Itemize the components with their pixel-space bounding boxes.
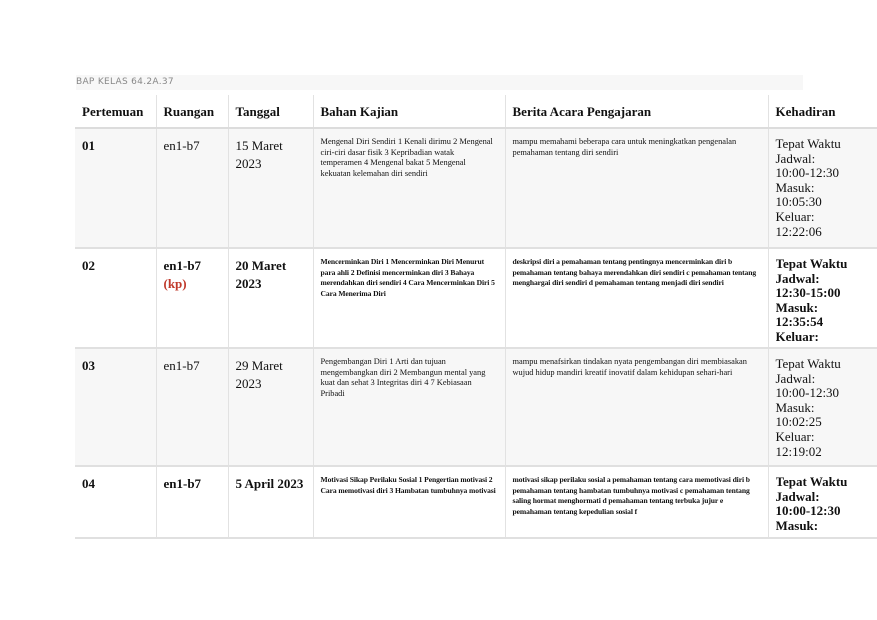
attendance-out-time: 12:19:02: [775, 443, 822, 459]
attendance-in-label: Masuk:: [775, 179, 815, 195]
attendance-status: Tepat Waktu: [775, 356, 841, 371]
attendance-schedule-label: Jadwal:: [775, 370, 816, 386]
room-cell: [156, 348, 228, 466]
table-row: [75, 466, 877, 538]
class-heading: BAP KELAS 64.2A.37: [76, 75, 803, 90]
material-cell: [313, 128, 505, 248]
col-header-report: Berita Acara Pengajaran: [505, 95, 768, 128]
report-text: mampu memahami beberapa cara untuk meningkatkan pengenalan pemahaman tentang diri sendiri: [512, 137, 737, 157]
attendance-schedule: 10:00-12:30: [775, 503, 841, 519]
attendance-in-time: 10:02:25: [775, 414, 822, 430]
attendance-cell: [768, 128, 877, 248]
attendance-info: [776, 475, 870, 535]
session-number: 04: [82, 476, 95, 491]
attendance-info: [776, 137, 870, 239]
material-text: Mengenal Diri Sendiri 1 Kenali dirimu 2 Mengenal ciri-ciri dasar fisik 3 Kepribadian watak temperamen 4 Mengenal bakat 5 Mengenal kekuatan kelemahan diri sendiri: [320, 137, 493, 178]
report-text: mampu menafsirkan tindakan nyata pengembangan diri membiasakan wujud hidup mandiri kreatif inovatif dalam kehidupan sehari-hari: [512, 357, 747, 377]
report-cell: [505, 248, 768, 348]
date-label: 29 Maret 2023: [235, 358, 283, 391]
attendance-cell: [768, 466, 877, 538]
date-cell: [228, 348, 313, 466]
material-cell: [313, 466, 505, 538]
session-cell: [75, 466, 156, 538]
col-header-room: Ruangan: [156, 95, 228, 128]
col-header-session: Pertemuan: [75, 95, 156, 128]
attendance-schedule: 12:30-15:00: [775, 285, 841, 301]
date-cell: [228, 128, 313, 248]
attendance-status: Tepat Waktu: [775, 136, 841, 151]
room-label: en1-b7: [163, 476, 202, 491]
attendance-in-label: Masuk:: [775, 399, 815, 415]
report-text: motivasi sikap perilaku sosial a pemahaman tentang cara memotivasi diri b pemahaman tentang hambatan tumbuhnya motivasi c pemahaman tentang saling hormat menghormati d pemahaman tentang terbuka jujur e pemahaman tentang kepedulian sosial f: [512, 475, 750, 516]
date-label: 5 April 2023: [235, 476, 304, 491]
room-cell: [156, 128, 228, 248]
material-text: Pengembangan Diri 1 Arti dan tujuan mengembangkan diri 2 Membangun mental yang kuat dan sehat 3 Integritas diri 4 7 Kebiasaan Pribadi: [320, 357, 486, 398]
session-cell: [75, 128, 156, 248]
session-number: 03: [82, 358, 95, 373]
date-cell: [228, 466, 313, 538]
attendance-status: Tepat Waktu: [775, 257, 848, 271]
table-row: [75, 348, 877, 466]
attendance-out-label: Keluar:: [775, 328, 819, 341]
attendance-schedule: 10:00-12:30: [775, 165, 840, 181]
table-row: [75, 248, 877, 348]
room-note: (kp): [163, 276, 187, 291]
attendance-cell: [768, 248, 877, 348]
room-label: en1-b7: [163, 358, 200, 373]
attendance-schedule-label: Jadwal:: [775, 270, 820, 286]
report-cell: [505, 466, 768, 538]
date-cell: [228, 248, 313, 348]
attendance-in-label: Masuk:: [775, 517, 819, 533]
table-header-row: [75, 95, 877, 128]
date-label: 15 Maret 2023: [235, 138, 283, 171]
room-cell: [156, 248, 228, 348]
room-cell: [156, 466, 228, 538]
attendance-schedule-label: Jadwal:: [775, 488, 820, 504]
attendance-info: [776, 257, 870, 341]
room-label: en1-b7: [163, 258, 202, 273]
attendance-info: [776, 357, 870, 459]
attendance-schedule-label: Jadwal:: [775, 150, 816, 166]
attendance-cell: [768, 348, 877, 466]
col-header-date: Tanggal: [228, 95, 313, 128]
report-text: deskripsi diri a pemahaman tentang pentingnya mencerminkan diri b pemahaman tentang bahaya merendahkan diri sendiri c pemahaman tentang menghargai diri sendiri d pemahaman tentang menjadi diri sendiri: [512, 257, 757, 287]
bap-table: [75, 95, 877, 539]
attendance-out-time: 12:22:06: [775, 223, 822, 239]
session-cell: [75, 248, 156, 348]
session-number: 01: [82, 138, 95, 153]
session-number: 02: [82, 258, 95, 273]
attendance-in-time: 12:35:54: [775, 314, 824, 330]
table-row: [75, 128, 877, 248]
room-label: en1-b7: [163, 138, 200, 153]
date-label: 20 Maret 2023: [235, 258, 287, 291]
col-header-material: Bahan Kajian: [313, 95, 505, 128]
material-cell: [313, 348, 505, 466]
material-cell: [313, 248, 505, 348]
session-cell: [75, 348, 156, 466]
report-cell: [505, 128, 768, 248]
attendance-out-label: Keluar:: [775, 208, 815, 224]
attendance-in-label: Masuk:: [775, 299, 819, 315]
attendance-status: Tepat Waktu: [775, 475, 848, 489]
attendance-schedule: 10:00-12:30: [775, 385, 840, 401]
attendance-out-label: Keluar:: [775, 428, 815, 444]
attendance-in-time: 10:05:30: [775, 194, 822, 210]
report-cell: [505, 348, 768, 466]
material-text: Motivasi Sikap Perilaku Sosial 1 Pengertian motivasi 2 Cara memotivasi diri 3 Hambatan tumbuhnya motivasi: [320, 475, 496, 495]
col-header-attendance: Kehadiran: [768, 95, 877, 128]
material-text: Mencerminkan Diri 1 Mencerminkan Diri Menurut para ahli 2 Definisi mencerminkan diri 3 Bahaya merendahkan diri sendiri 4 Cara Mencerminkan Diri 5 Cara Menerima Diri: [320, 257, 495, 298]
